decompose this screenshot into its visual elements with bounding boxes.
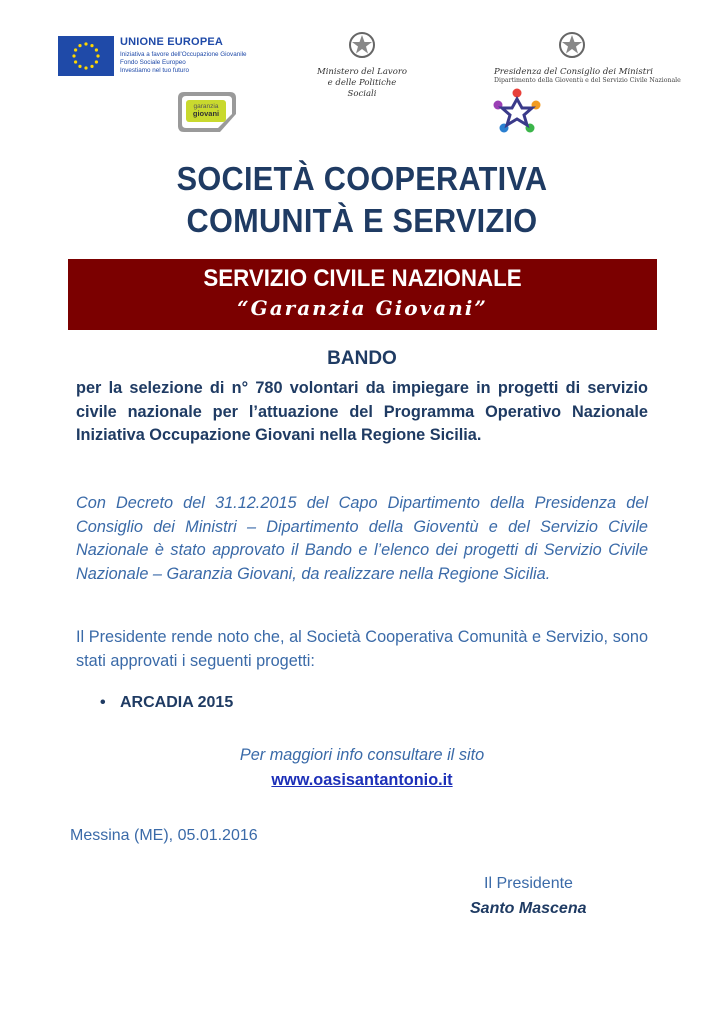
presidente-paragraph: Il Presidente rende noto che, al Società Cooperativa Comunità e Servizio, sono stati approvati i seguenti progetti: [76, 628, 648, 670]
presidenza-logo [494, 30, 681, 90]
garanzia-logo-text-bottom: giovani [192, 109, 220, 118]
garanzia-logo-text-top: garanzia [193, 103, 219, 110]
banner-subtitle: “Garanzia Giovani” [237, 296, 488, 320]
ministero-line-1: Ministero del Lavoro [316, 67, 407, 77]
eu-logo [58, 36, 254, 78]
ministero-lavoro-logo [312, 30, 412, 99]
eu-flag-icon [58, 36, 114, 76]
project-name: ARCADIA 2015 [120, 694, 234, 711]
organization-title-line-1: SOCIETÀ COOPERATIVA [176, 160, 548, 197]
servizio-civile-banner [68, 259, 657, 330]
garanzia-giovani-logo [176, 88, 238, 136]
eu-subtitle-1: Iniziativa a favore dell'Occupazione Giovanile [120, 51, 247, 58]
servizio-civile-logo [490, 86, 544, 136]
eu-title: UNIONE EUROPEA [120, 36, 224, 48]
eu-subtitle-3: Investiamo nel tuo futuro [120, 67, 189, 74]
ministero-line-2: e delle Politiche Sociali [327, 78, 397, 99]
presidenza-line-2: Dipartimento della Gioventù e del Servizio Civile Nazionale [494, 77, 681, 84]
bando-heading: BANDO [327, 348, 397, 369]
italian-emblem-icon [556, 30, 588, 60]
presidenza-line-1: Presidenza del Consiglio dei Ministri [494, 67, 653, 77]
signature-name: Santo Mascena [470, 900, 587, 917]
info-text: Per maggiori info consultare il sito [239, 746, 485, 764]
place-date: Messina (ME), 05.01.2016 [70, 827, 258, 844]
italian-emblem-icon [346, 30, 378, 60]
bullet-icon: • [100, 694, 106, 711]
organization-title-line-2: COMUNITÀ E SERVIZIO [186, 202, 538, 239]
project-list-item [100, 694, 233, 712]
banner-title: SERVIZIO CIVILE NAZIONALE [203, 265, 522, 292]
decreto-paragraph: Con Decreto del 31.12.2015 del Capo Dipartimento della Presidenza del Consiglio dei Ministri – Dipartimento della Gioventù e del Servizio Civile Nazionale è stato approvato il Bando e l’elenco dei progetti di Servizio Civile Nazionale – Garanzia Giovani, da realizzare nella Regione Sicilia. [76, 494, 648, 583]
signature-role: Il Presidente [484, 875, 573, 892]
website-link[interactable]: www.oasisantantonio.it [271, 771, 453, 789]
eu-subtitle-2: Fondo Sociale Europeo [120, 59, 186, 66]
organization-title [25, 158, 698, 242]
bando-description: per la selezione di n° 780 volontari da impiegare in progetti di servizio civile nazionale per l’attuazione del Programma Operativo Nazionale Iniziativa Occupazione Giovani nella Regione Sicilia. [76, 379, 648, 444]
